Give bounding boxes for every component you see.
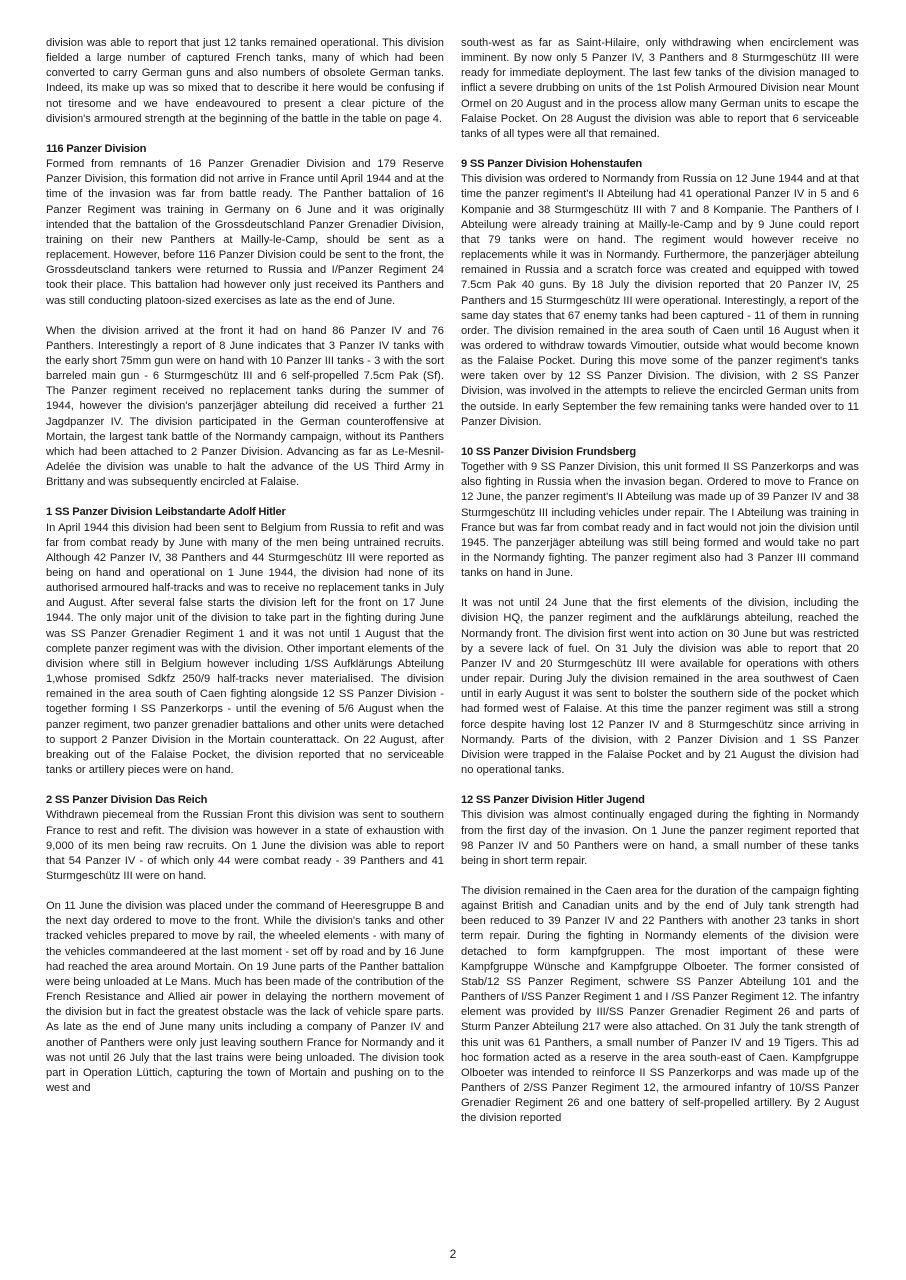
section-heading: 116 Panzer Division [46, 142, 147, 155]
section-heading: 10 SS Panzer Division Frundsberg [461, 445, 636, 458]
right-intro-paragraph: south-west as far as Saint-Hilaire, only withdrawing when encirclement was imminent. By now only 5 Panzer IV, 3 Panthers and 8 Sturmgeschütz III were ready for immediate deployment. The last few tanks of the division managed to inflict a severe drubbing on units of the 1st Polish Armoured Division near Mount Ormel on 20 August and in the process allow many German units to escape the Falaise Pocket. On 28 August the division was able to report that 6 serviceable tanks of all types were all that remained. [461, 37, 859, 140]
paragraph: In April 1944 this division had been sent to Belgium from Russia to refit and was far from combat ready by June with many of the men being untrained recruits. Although 42 Panzer IV, 38 Panthers and 44 Sturmgeschütz III were reported as being on hand and operational on 1 June 1944, the division had none of its authorised armoured half-tracks and was to receive no replacement tanks in July and August. After several false starts the division left for the front on 17 June 1944. The only major unit of the division to take part in the fighting during June was SS Panzer Grenadier Regiment 1 and it was not until 1 August that the complete panzer regiment was with the division. Other important elements of the division where still in Belgium however including 1/SS Aufklärungs Abteilung 1,whose promised Sdkfz 250/9 half-tracks never materialised. The division remained in the area south of Caen fighting alongside 12 SS Panzer Division - together forming I SS Panzerkorps - until the evening of 5/6 August when the panzer regiment, two panzer grenadier battalions and other units were detached to support 2 Panzer Division in the Mortain counterattack. On 22 August, after breaking out of the Falaise Pocket, the division reported that no serviceable tanks or artillery pieces were on hand. [46, 521, 444, 777]
section-10-ss-panzer-division [461, 445, 859, 778]
left-intro-paragraph: division was able to report that just 12 tanks remained operational. This division fielded a large number of captured French tanks, many of which had been converted to carry German guns and also numbers of obsolete German tanks. Indeed, its make up was so mixed that to describe it here would be confusing if not tiresome and we have endeavoured to present a clear picture of the division's armoured strength at the beginning of the battle in the table on page 4. [46, 37, 444, 125]
paragraph: This division was almost continually engaged during the fighting in Normandy from the first day of the invasion. On 1 June the panzer regiment reported that 98 Panzer IV and 50 Panthers were on hand, a small number of these tanks being in short term repair. [461, 809, 859, 867]
section-116-panzer-division [46, 142, 444, 490]
paragraph: Formed from remnants of 16 Panzer Grenadier Division and 179 Reserve Panzer Division, this formation did not arrive in France until April 1944 and at the time of the invasion was far from battle ready. The Panther battalion of 16 Panzer Regiment was training in Germany on 6 June and it was originally intended that the battalion of the Grossdeutschland Panzer Grenadier Division, training on their new Panthers at Mailly-le-Camp, should be sent as a replacement. However, before 116 Panzer Division could be sent to the front, the Grossdeutscland tankers were returned to Russia and I/Panzer Regiment 24 took their place. This battalion had however only just received its Panthers and was still conducting platoon-sized exercises as late as the end of June. [46, 158, 444, 307]
paragraph: On 11 June the division was placed under the command of Heeresgruppe B and the next day ordered to move to the front. While the division's tanks and other tracked vehicles prepared to move by rail, the wheeled elements - with many of the vehicles commandeered at the last moment - set off by road and by 16 June had reached the area around Mortain. On 19 June parts of the Panther battalion were being unloaded at Le Mans. Much has been made of the contribution of the French Resistance and Allied air power in delaying the northern movement of the division but in fact the greatest obstacle was the lack of vehicle spare parts. As late as the end of June many units including a company of Panzer IV and another of Panthers were only just leaving southern France for Normandy and it was not until 26 July that the last trains were being unloaded. The division took part in Operation Lüttich, capturing the town of Mortain and pushing on to the west and [46, 900, 444, 1094]
page-number: 2 [449, 1247, 457, 1261]
left-column [46, 36, 444, 1111]
section-9-ss-panzer-division [461, 157, 859, 430]
paragraph: It was not until 24 June that the first elements of the division, including the division HQ, the panzer regiment and the aufklärungs abteilung, reached the Normandy front. The division first went into action on 30 June but was restricted by a severe lack of fuel. On 31 July the division was able to report that 20 Panzer IV and 20 Sturmgeschütz III were available for operations with others under repair. During July the division remained in the area southwest of Caen until in early August it was sent to bolster the southern side of the pocket which had formed west of Falaise. At this time the panzer regiment was still a strong force despite having lost 12 Panzer IV and 8 Sturmgeschütz since arriving in Normandy. Parts of the division, with 2 Panzer Division and 1 SS Panzer Division were trapped in the Falaise Pocket and by 21 August the division had no operational tanks. [461, 597, 859, 777]
section-heading: 1 SS Panzer Division Leibstandarte Adolf Hitler [46, 506, 286, 519]
paragraph: When the division arrived at the front it had on hand 86 Panzer IV and 76 Panthers. Interestingly a report of 8 June indicates that 3 Panzer IV tanks with the early short 75mm gun were on hand with 10 Panzer III tanks - 3 with the sort barreled main gun - 6 Sturmgeschütz III and 6 self-propelled 7.5cm Pak (Sf). The Panzer regiment received no replacement tanks during the summer of 1944, however the division's panzerjäger abteilung did received a further 21 Jagdpanzer IV. The division participated in the German counteroffensive at Mortain, the largest tank battle of the Normandy campaign, without its Panthers which had been attached to 2 Panzer Division. Advancing as far as Le-Mesnil-Adelée the division was unable to halt the advance of the US Third Army in Brittany and was subsequently encircled at Falaise. [46, 324, 444, 489]
section-2-ss-panzer-division [46, 793, 444, 1096]
right-column [461, 36, 859, 1141]
section-heading: 2 SS Panzer Division Das Reich [46, 794, 208, 807]
paragraph: Together with 9 SS Panzer Division, this unit formed II SS Panzerkorps and was also fighting in Russia when the invasion began. Ordered to move to France on 12 June, the panzer regiment's II Abteilung was made up of 39 Panzer IV and 38 Sturmgeschütz III including vehicles under repair. The I Abteilung was training in France but was far from combat ready and in fact would not join the division until 1945. The panzerjäger abteilung was still being formed and would take no part in the Normandy fighting. The panzer regiment also had 3 Panzer III command tanks on hand in June. [461, 461, 859, 580]
section-heading: 12 SS Panzer Division Hitler Jugend [461, 794, 645, 807]
section-heading: 9 SS Panzer Division Hohenstaufen [461, 158, 642, 171]
paragraph: Withdrawn piecemeal from the Russian Front this division was sent to southern France to rest and refit. The division was however in a state of exhaustion with 9,000 of its men being raw recruits. On 1 June the division was able to report that 54 Panzer IV - of which only 44 were combat ready - 39 Panthers and 41 Sturmgeschütz III were on hand. [46, 809, 444, 882]
section-12-ss-panzer-division [461, 793, 859, 1126]
paragraph: This division was ordered to Normandy from Russia on 12 June 1944 and at that time the panzer regiment's II Abteilung had 41 operational Panzer IV in 5 and 6 Kompanie and 38 Sturmgeschütz III with 7 and 8 Kompanie. The Panthers of I Abteilung were already training at Mailly-le-Camp and by 9 June could report that 79 tanks were on hand. The regiment would however receive no replacements while it was in Normandy. Furthermore, the panzerjäger abteilung remained in Russia and a scratch force was created and equipped with towed 7.5cm Pak 40 guns. By 18 July the division reported that 20 Panzer IV, 25 Panthers and 15 Sturmgeschütz III were operational. Interestingly, a report of the same day states that 67 enemy tanks had been captured - 11 of them in running order. The division remained in the area south of Caen until 16 August when it was ordered to withdraw towards Vimoutier, outside what would become known as the Falaise Pocket. During this move some of the panzer regiment's tanks were taken over by 12 SS Panzer Division. The division, with 2 SS Panzer Division, was involved in the attempts to relieve the encircled German units from the outside. In early September the few remaining tanks were handed over to 11 Panzer Division. [461, 173, 859, 428]
section-1-ss-panzer-division [46, 505, 444, 778]
paragraph: The division remained in the Caen area for the duration of the campaign fighting against British and Canadian units and by the end of July tank strength had been reduced to 39 Panzer IV and 22 Panthers with another 23 tanks in short term repair. During the fighting in Normandy elements of the division were detached to form kampfgruppen. The most important of these were Kampfgruppe Wünsche and Kampfgruppe Olboeter. The former consisted of Stab/12 SS Panzer Regiment, schwere SS Panzer Abteilung 101 and the Panthers of I/SS Panzer Regiment 1 and I /SS Panzer Regiment 12. The infantry element was provided by III/SS Panzer Grenadier Regiment 26 and parts of Sturm Panzer Abteilung 217 were also attached. On 31 July the tank strength of this unit was 61 Panthers, a small number of Panzer IV and 19 Tigers. This ad hoc formation acted as a reserve in the area south-east of Caen. Kampfgruppe Olboeter was intended to reinforce II SS Panzerkorps and was made up of the Panthers of 2/SS Panzer Regiment 12, the armoured infantry of 10/SS Panzer Grenadier Regiment 26 and one battery of self-propelled artillery. By 2 August the division reported [461, 884, 859, 1125]
